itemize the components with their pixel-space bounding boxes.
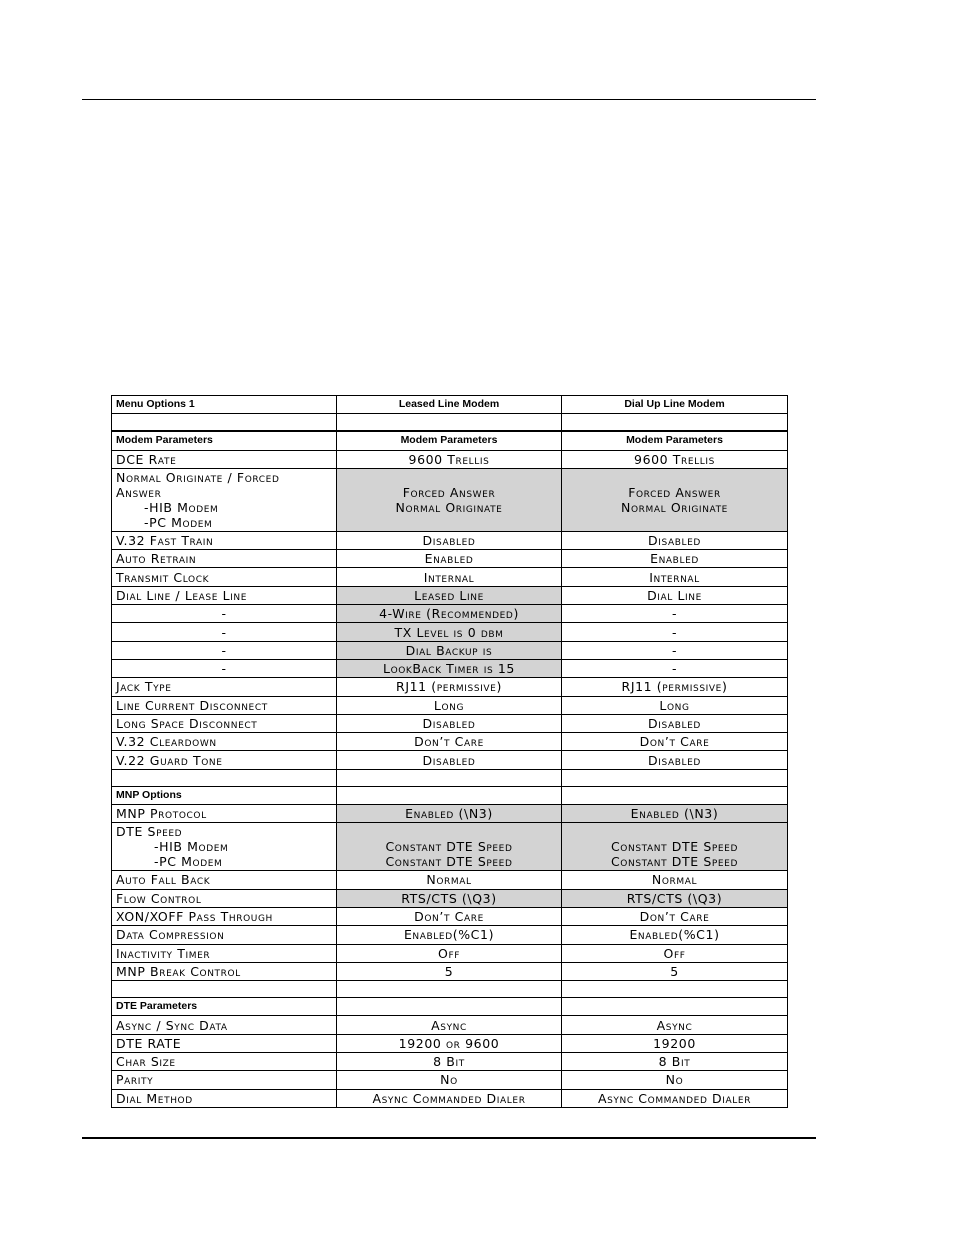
menu-options-table (111, 395, 788, 1108)
section-header-dte (112, 998, 788, 1016)
leased-value: 4-Wire (Recommended) (337, 605, 562, 623)
leased-value: Enabled (337, 550, 562, 568)
leased-value: Async (337, 1016, 562, 1034)
leased-value: Disabled (337, 751, 562, 769)
table-row (112, 623, 788, 641)
row-label: - (112, 605, 337, 623)
leased-value: No (337, 1071, 562, 1089)
table-row (112, 871, 788, 889)
table-row (112, 805, 788, 823)
row-label: Inactivity Timer (112, 944, 337, 962)
leased-value: Forced Answer Normal Originate (337, 468, 562, 531)
dialup-value: 9600 Trellis (562, 450, 788, 468)
leased-value: Disabled (337, 531, 562, 549)
section-title: MNP Options (112, 786, 337, 804)
row-label: Line Current Disconnect (112, 696, 337, 714)
dialup-value: Enabled (562, 550, 788, 568)
leased-value: Off (337, 944, 562, 962)
table-row (112, 907, 788, 925)
row-label: Flow Control (112, 889, 337, 907)
table-row (112, 889, 788, 907)
leased-value: 8 Bit (337, 1053, 562, 1071)
dialup-value: Disabled (562, 714, 788, 732)
dialup-value: Disabled (562, 751, 788, 769)
table-row (112, 605, 788, 623)
row-label: Long Space Disconnect (112, 714, 337, 732)
dialup-value: RJ11 (permissive) (562, 678, 788, 696)
dialup-value: No (562, 1071, 788, 1089)
row-label: MNP Break Control (112, 962, 337, 980)
row-label: DCE Rate (112, 450, 337, 468)
leased-value: Leased Line (337, 586, 562, 604)
table-row (112, 531, 788, 549)
table-row (112, 926, 788, 944)
leased-value: Async Commanded Dialer (337, 1089, 562, 1107)
dialup-value: Disabled (562, 531, 788, 549)
dialup-value: 8 Bit (562, 1053, 788, 1071)
header-rule (82, 99, 816, 100)
section-title: Modem Parameters (337, 431, 562, 450)
table-row (112, 468, 788, 531)
table-row (112, 1053, 788, 1071)
leased-value: LookBack Timer is 15 (337, 659, 562, 677)
row-label: V.32 Fast Train (112, 531, 337, 549)
leased-value: Don’t Care (337, 733, 562, 751)
leased-value: Long (337, 696, 562, 714)
dialup-value: - (562, 659, 788, 677)
blank-row (112, 414, 788, 432)
dialup-value: Off (562, 944, 788, 962)
dialup-value: - (562, 641, 788, 659)
section-header-modem (112, 431, 788, 450)
leased-value: RJ11 (permissive) (337, 678, 562, 696)
row-label: Dial Method (112, 1089, 337, 1107)
dialup-value: Don’t Care (562, 733, 788, 751)
leased-value: Internal (337, 568, 562, 586)
dialup-value: 5 (562, 962, 788, 980)
row-label: DTE RATE (112, 1034, 337, 1052)
row-label: Char Size (112, 1053, 337, 1071)
table-row (112, 550, 788, 568)
table-row (112, 641, 788, 659)
dialup-value: Forced Answer Normal Originate (562, 468, 788, 531)
table-row (112, 1016, 788, 1034)
row-label: Normal Originate / Forced Answer -HIB Modem -PC Modem (112, 468, 337, 531)
table-row (112, 962, 788, 980)
leased-value: RTS/CTS (\Q3) (337, 889, 562, 907)
row-label: Auto Retrain (112, 550, 337, 568)
section-title: Modem Parameters (112, 431, 337, 450)
table-row (112, 714, 788, 732)
row-label: - (112, 641, 337, 659)
dialup-value: - (562, 605, 788, 623)
dialup-value: RTS/CTS (\Q3) (562, 889, 788, 907)
row-label: Async / Sync Data (112, 1016, 337, 1034)
dialup-value: - (562, 623, 788, 641)
footer-rule (82, 1137, 816, 1139)
row-label: MNP Protocol (112, 805, 337, 823)
table-row (112, 733, 788, 751)
row-label: Data Compression (112, 926, 337, 944)
dialup-value: Async Commanded Dialer (562, 1089, 788, 1107)
leased-value: 5 (337, 962, 562, 980)
dialup-value: Enabled (\N3) (562, 805, 788, 823)
row-label: - (112, 659, 337, 677)
section-title: Modem Parameters (562, 431, 788, 450)
leased-value: Enabled(%C1) (337, 926, 562, 944)
row-label: XON/XOFF Pass Through (112, 907, 337, 925)
leased-value: Enabled (\N3) (337, 805, 562, 823)
leased-value: Don’t Care (337, 907, 562, 925)
blank-row (112, 981, 788, 998)
leased-value: Disabled (337, 714, 562, 732)
blank-row (112, 769, 788, 786)
header-leased-line: Leased Line Modem (337, 396, 562, 414)
dialup-value: Don’t Care (562, 907, 788, 925)
leased-value: 9600 Trellis (337, 450, 562, 468)
row-label: Auto Fall Back (112, 871, 337, 889)
row-label: DTE Speed -HIB Modem -PC Modem (112, 823, 337, 871)
table-row (112, 1034, 788, 1052)
table-row (112, 568, 788, 586)
dialup-value: Async (562, 1016, 788, 1034)
leased-value: Constant DTE Speed Constant DTE Speed (337, 823, 562, 871)
table-row (112, 823, 788, 871)
leased-value: 19200 or 9600 (337, 1034, 562, 1052)
row-label: Jack Type (112, 678, 337, 696)
header-dial-up-line: Dial Up Line Modem (562, 396, 788, 414)
table-row (112, 1089, 788, 1107)
row-label: V.22 Guard Tone (112, 751, 337, 769)
dialup-value: Dial Line (562, 586, 788, 604)
table-row (112, 696, 788, 714)
row-label: V.32 Cleardown (112, 733, 337, 751)
section-title: DTE Parameters (112, 998, 337, 1016)
table-header-row (112, 396, 788, 414)
leased-value: Normal (337, 871, 562, 889)
leased-value: Dial Backup is (337, 641, 562, 659)
dialup-value: 19200 (562, 1034, 788, 1052)
table-row (112, 944, 788, 962)
table-row (112, 1071, 788, 1089)
row-label: Transmit Clock (112, 568, 337, 586)
dialup-value: Long (562, 696, 788, 714)
table-row (112, 659, 788, 677)
dialup-value: Enabled(%C1) (562, 926, 788, 944)
row-label: Parity (112, 1071, 337, 1089)
table-row (112, 678, 788, 696)
dialup-value: Normal (562, 871, 788, 889)
dialup-value: Internal (562, 568, 788, 586)
leased-value: TX Level is 0 dbm (337, 623, 562, 641)
table-row (112, 751, 788, 769)
row-label: - (112, 623, 337, 641)
section-header-mnp (112, 786, 788, 804)
header-menu-options: Menu Options 1 (112, 396, 337, 414)
table-row (112, 450, 788, 468)
dialup-value: Constant DTE Speed Constant DTE Speed (562, 823, 788, 871)
table-row (112, 586, 788, 604)
row-label: Dial Line / Lease Line (112, 586, 337, 604)
